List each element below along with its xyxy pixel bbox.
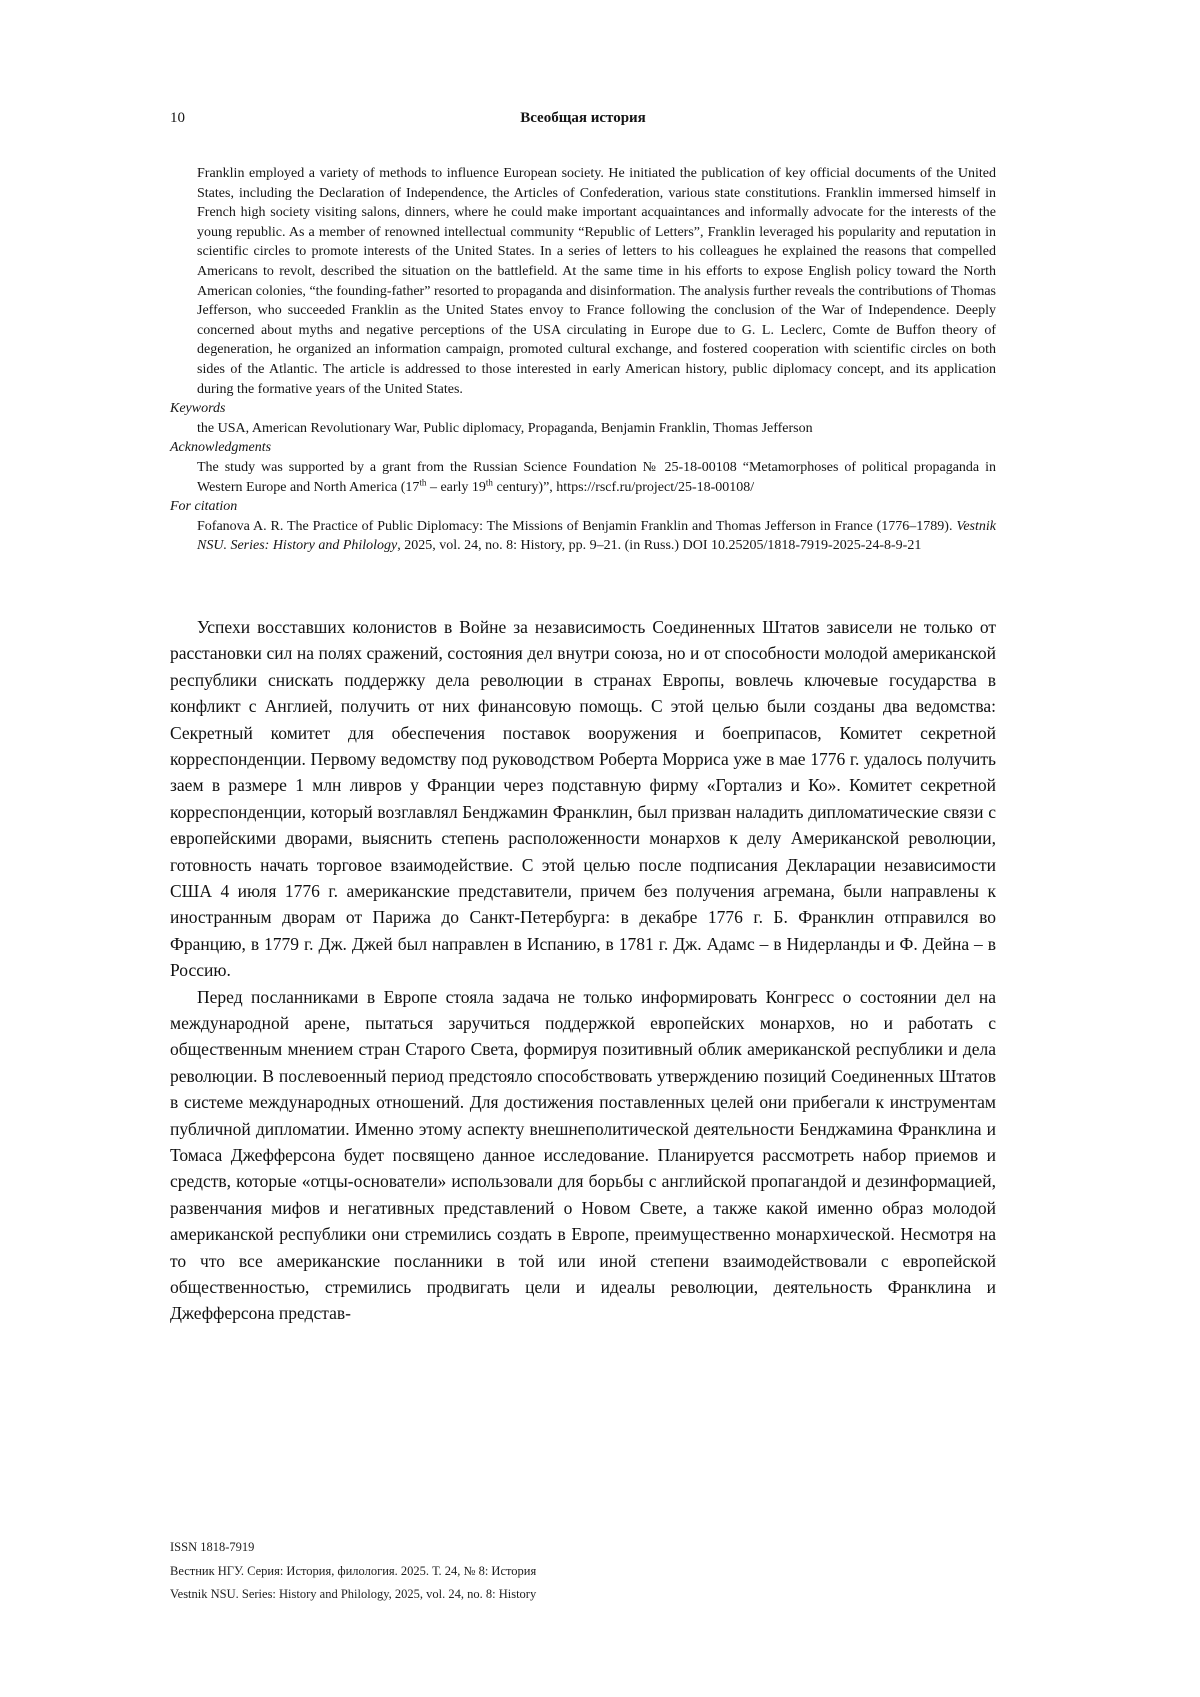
footer-issn: ISSN 1818-7919 [170, 1540, 255, 1554]
keywords-heading: Keywords [170, 401, 226, 417]
citation-authors-title: Fofanova A. R. The Practice of Public Diplomacy: The Missions of Benjamin Franklin and Thomas Jefferson in France (1776–1789). [197, 518, 957, 534]
citation-issue-pages: , 2025, vol. 24, no. 8: History, pp. 9–21. (in Russ.) [397, 538, 683, 554]
page-header [170, 110, 996, 130]
body-paragraph-1: Успехи восставших колонистов в Войне за независимость Соединенных Штатов зависели не только от расстановки сил на полях сражений, состояния дел внутри союза, но и от способности молодой американской республики снискать поддержку дела революции в странах Европы, вовлечь ключевые государства в конфликт с Англией, получить от них финансовую помощь. С этой целью были созданы два ведомства: Секретный комитет для обеспечения поставок вооружения и боеприпасов, Комитет секретной корреспонденции. Первому ведомству под руководством Роберта Морриса уже в мае 1776 г. удалось получить заем в размере 1 млн ливров у Франции через подставную фирму «Гортализ и Ко». Комитет секретной корреспонденции, который возглавлял Бенджамин Франклин, был призван наладить дипломатические связи с европейскими дворами, выяснить степень расположенности монархов к делу Американской революции, готовность начать торговое взаимодействие. С этой целью после подписания Декларации независимости США 4 июля 1776 г. американские представители, причем без получения агремана, были направлены к иностранным дворам от Парижа до Санкт-Петербурга: в декабре 1776 г. Б. Франклин отправился во Францию, в 1779 г. Дж. Джей был направлен в Испанию, в 1781 г. Дж. Адамс – в Нидерланды и Ф. Дейна – в Россию. [170, 616, 996, 981]
footer-journal-en: Vestnik NSU. Series: History and Philology, 2025, vol. 24, no. 8: History [170, 1587, 537, 1601]
page-content [170, 110, 996, 1327]
article-body [170, 614, 996, 1327]
abstract-paragraph: Franklin employed a variety of methods to influence European society. He initiated the publication of key official documents of the United States, including the Declaration of Independence, the Articles of Confederation, various state constitutions. Franklin immersed himself in French high society visiting salons, dinners, where he could make important acquaintances and informally advocate for the interests of the young republic. As a member of renowned intellectual community “Republic of Letters”, Franklin leveraged his popularity and reputation in scientific circles to promote interests of the United States. In a series of letters to his colleagues he explained the reasons that compelled Americans to revolt, described the situation on the battlefield. At the same time in his efforts to expose English policy toward the North American colonies, “the founding-father” resorted to propaganda and disinformation. The analysis further reveals the contributions of Thomas Jefferson, who succeeded Franklin as the United States envoy to France following the conclusion of the War of Independence. Deeply concerned about myths and negative perceptions of the USA circulating in Europe due to G. L. Leclerc, Comte de Buffon theory of degeneration, he organized an information campaign, promoted cultural exchange, and fostered cooperation with scientific circles on both sides of the Atlantic. The article is addressed to those interested in early American history, public diplomacy concept, and its application during the formative years of the United States. [197, 166, 996, 397]
acknowledgments-text [197, 458, 996, 497]
page-footer [170, 1536, 536, 1607]
acknowledgments-heading: Acknowledgments [170, 440, 272, 456]
ordinal-superscript: th [485, 476, 493, 487]
acknowledgments-text-part1: The study was supported by a grant from the Russian Science Foundation № 25-18-00108 “Metamorphoses of political propaganda in Western Europe and North America (17 [197, 459, 996, 495]
citation-text [197, 517, 996, 556]
ordinal-superscript: th [419, 476, 427, 487]
footer-journal-ru: Вестник НГУ. Серия: История, филология. 2025. Т. 24, № 8: История [170, 1563, 537, 1578]
citation-doi: DOI 10.25205/1818-7919-2025-24-8-9-21 [682, 538, 922, 554]
acknowledgments-text-part2: – early 19 [426, 479, 486, 495]
for-citation-heading: For citation [170, 499, 238, 515]
running-title: Всеобщая история [520, 110, 646, 126]
page-number: 10 [170, 110, 185, 126]
keywords-text: the USA, American Revolutionary War, Public diplomacy, Propaganda, Benjamin Franklin, Thomas Jefferson [197, 420, 813, 436]
citation-journal-name: Vestnik NSU. Series: History and Philology [197, 518, 996, 554]
body-paragraph-2: Перед посланниками в Европе стояла задача не только информировать Конгресс о состоянии дел на международной арене, пытаться заручиться поддержкой европейских монархов, но и работать с общественным мнением стран Старого Света, формируя позитивный облик американской республики и дела революции. В послевоенный период предстояло способствовать утверждению позиций Соединенных Штатов в системе международных отношений. Для достижения поставленных целей они прибегали к инструментам публичной дипломатии. Именно этому аспекту внешнеполитической деятельности Бенджамина Франклина и Томаса Джефферсона будет посвящено данное исследование. Планируется рассмотреть набор приемов и средств, которые «отцы-основатели» использовали для борьбы с английской пропагандой и дезинформацией, развенчания мифов и негативных представлений о Новом Свете, а также какой именно образ молодой американской республики они стремились создать в Европе, преимущественно монархической. Несмотря на то что все американские посланники в той или иной степени взаимодействовали с европейской общественностью, стремились продвигать цели и идеалы революции, деятельность Франклина и Джефферсона представ- [170, 986, 996, 1324]
front-matter [170, 164, 996, 556]
acknowledgments-grant-url: century)”, https://rscf.ru/project/25-18-00108/ [492, 479, 755, 495]
